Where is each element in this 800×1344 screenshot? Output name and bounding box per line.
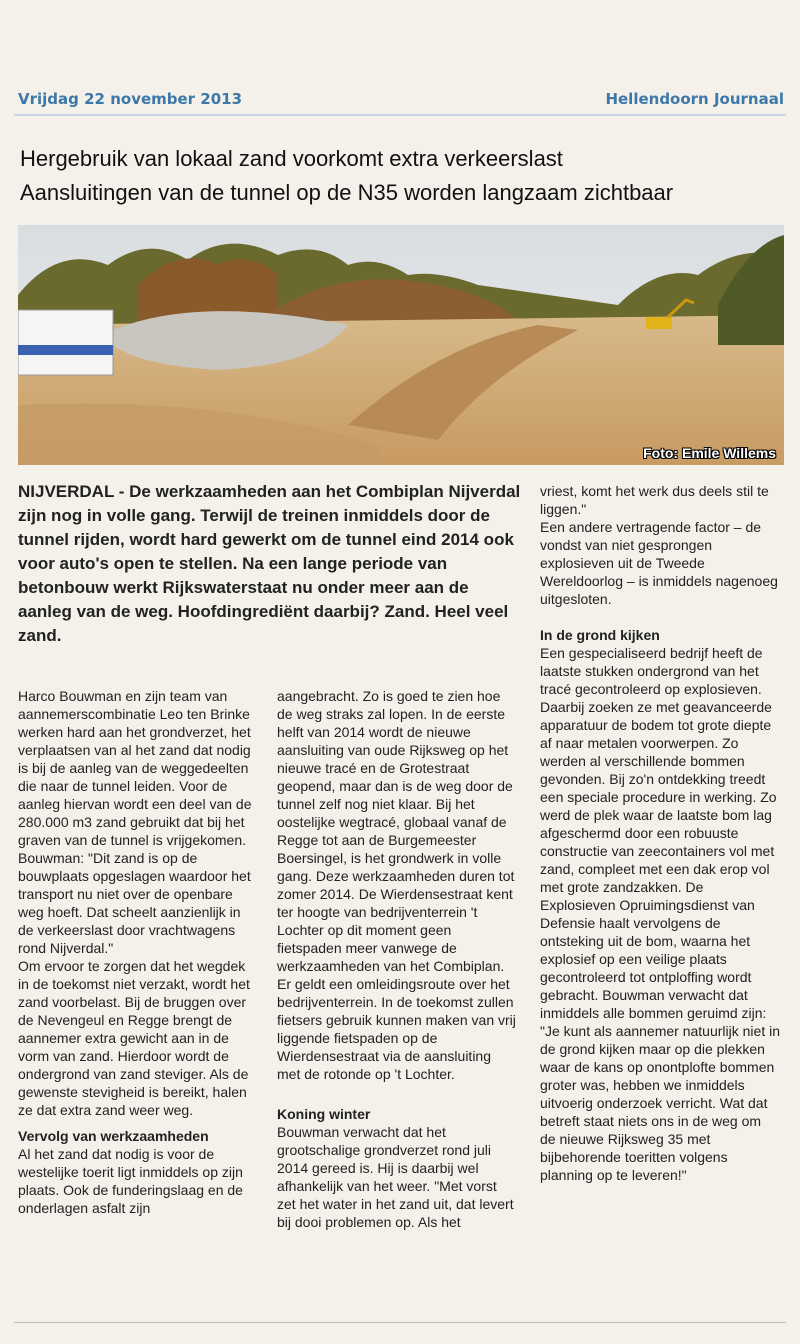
article-column-3 bbox=[540, 482, 780, 1184]
paragraph: Een andere vertragende factor – de vondst van niet gesprongen explosieven uit de Tweede Wereldoorlog – is inmiddels nagenoeg uitgesloten. bbox=[540, 519, 778, 607]
section-heading: In de grond kijken bbox=[540, 627, 660, 643]
page-header bbox=[14, 88, 786, 116]
headline: Hergebruik van lokaal zand voorkomt extra verkeerslast bbox=[20, 146, 563, 171]
article-column-2 bbox=[277, 687, 517, 1231]
section-heading: Vervolg van werkzaamheden bbox=[18, 1128, 209, 1144]
lead-paragraph: NIJVERDAL - De werkzaamheden aan het Combiplan Nijverdal zijn nog in volle gang. Terwijl de treinen inmiddels door de tunnel rijden, wordt hard gewerkt om de tunnel eind 2014 ook voor auto's open te stellen. Na een lange periode van betonbouw werkt Rijkswaterstaat nu onder meer aan de aanleg van de weg. Hoofdingrediënt daarbij? Zand. Heel veel zand. bbox=[18, 482, 521, 645]
photo-credit: Foto: Emile Willems bbox=[643, 445, 776, 461]
subheadline: Aansluitingen van de tunnel op de N35 worden langzaam zichtbaar bbox=[20, 180, 674, 205]
construction-photo bbox=[18, 225, 784, 465]
issue-date: Vrijdag 22 november 2013 bbox=[18, 90, 243, 108]
paragraph: Om ervoor te zorgen dat het wegdek in de toekomst niet verzakt, wordt het zand voorbelast. Bij de bruggen over de Nevengeul en Regge brengt de aannemer extra gewicht aan in de vorm van zand. Hierdoor wordt de ondergrond van zand steviger. Als de gewenste stevigheid is bereikt, halen ze dat extra zand weer weg. bbox=[18, 958, 250, 1118]
paragraph: vriest, komt het werk dus deels stil te liggen." bbox=[540, 483, 769, 517]
paragraph: aangebracht. Zo is goed te zien hoe de weg straks zal lopen. In de eerste helft van 2014 wordt de nieuwe aansluiting van oude Rijksweg op het nieuwe tracé en de Grotestraat geopend, maar dan is de weg door de tunnel zelf nog niet klaar. Bij het oostelijke wegtracé, globaal vanaf de Regge tot aan de Burgemeester Boersingel, is het grondwerk in volle gang. Deze werkzaamheden duren tot zomer 2014. De Wierdensestraat kent ter hoogte van bedrijventerrein 't Lochter op dit moment geen fietspaden meer vanwege de werkzaamheden van het Combiplan. Er geldt een omleidingsroute over het bedrijventerrein. In de toekomst zullen fietsers gebruik kunnen maken van vrij liggende fietspaden op de Wierdensestraat via de aansluiting met de rotonde op 't Lochter. bbox=[277, 688, 516, 1082]
newspaper-name: Hellendoorn Journaal bbox=[605, 90, 784, 108]
paragraph: Een gespecialiseerd bedrijf heeft de laatste stukken ondergrond van het tracé gecontroleerd op explosieven. Daarbij zoeken ze met geavanceerde apparatuur de bodem tot grote diepte af naar metalen voorwerpen. Zo werden al verschillende bommen gevonden. Bij zo'n ontdekking treedt een speciale procedure in werking. Zo werd de plek waar de laatste bom lag afgeschermd door een robuuste constructie van zeecontainers vol met zand, compleet met een dak erop vol met grote zandzakken. De Explosieven Opruimingsdienst van Defensie haalt vervolgens de ontsteking uit de bom, waarna het explosief op een veilige plaats gecontroleerd tot ontploffing wordt gebracht. Bouwman verwacht dat inmiddels alle bommen geruimd zijn: "Je kunt als aannemer natuurlijk niet in de grond kijken maar op die plekken waar de kans op onontplofte bommen groter was, hebben we inmiddels uitvoerig onderzoek verricht. Wat dat betreft staat niets ons in de weg om de nieuwe Rijksweg 35 met bijbehorende toeritten volgens planning op te leveren!" bbox=[540, 645, 780, 1183]
paragraph: Al het zand dat nodig is voor de westelijke toerit ligt inmiddels op zijn plaats. Ook de funderingslaag en de onderlagen asfalt zijn bbox=[18, 1146, 243, 1216]
section-heading: Koning winter bbox=[277, 1106, 371, 1122]
bottom-divider bbox=[14, 1322, 786, 1323]
article-column-1 bbox=[18, 687, 256, 1217]
paragraph: Bouwman verwacht dat het grootschalige grondverzet rond juli 2014 gereed is. Hij is daarbij wel afhankelijk van het weer. "Met vorst zet het water in het zand uit, dat levert bij dooi problemen op. Als het bbox=[277, 1124, 514, 1230]
paragraph: Harco Bouwman en zijn team van aannemerscombinatie Leo ten Brinke werken hard aan het grondverzet, het verplaatsen van al het zand dat nodig is bij de aanleg van de weggedeelten die naar de tunnel leiden. Voor de aanleg hiervan wordt een deel van de 280.000 m3 zand gebruikt dat bij het graven van de tunnel is vrijgekomen. Bouwman: "Dit zand is op de bouwplaats opgeslagen waardoor het transport nu niet over de openbare weg hoeft. Dat scheelt aanzienlijk in de verkeerslast door vrachtwagens rond Nijverdal." bbox=[18, 688, 252, 956]
